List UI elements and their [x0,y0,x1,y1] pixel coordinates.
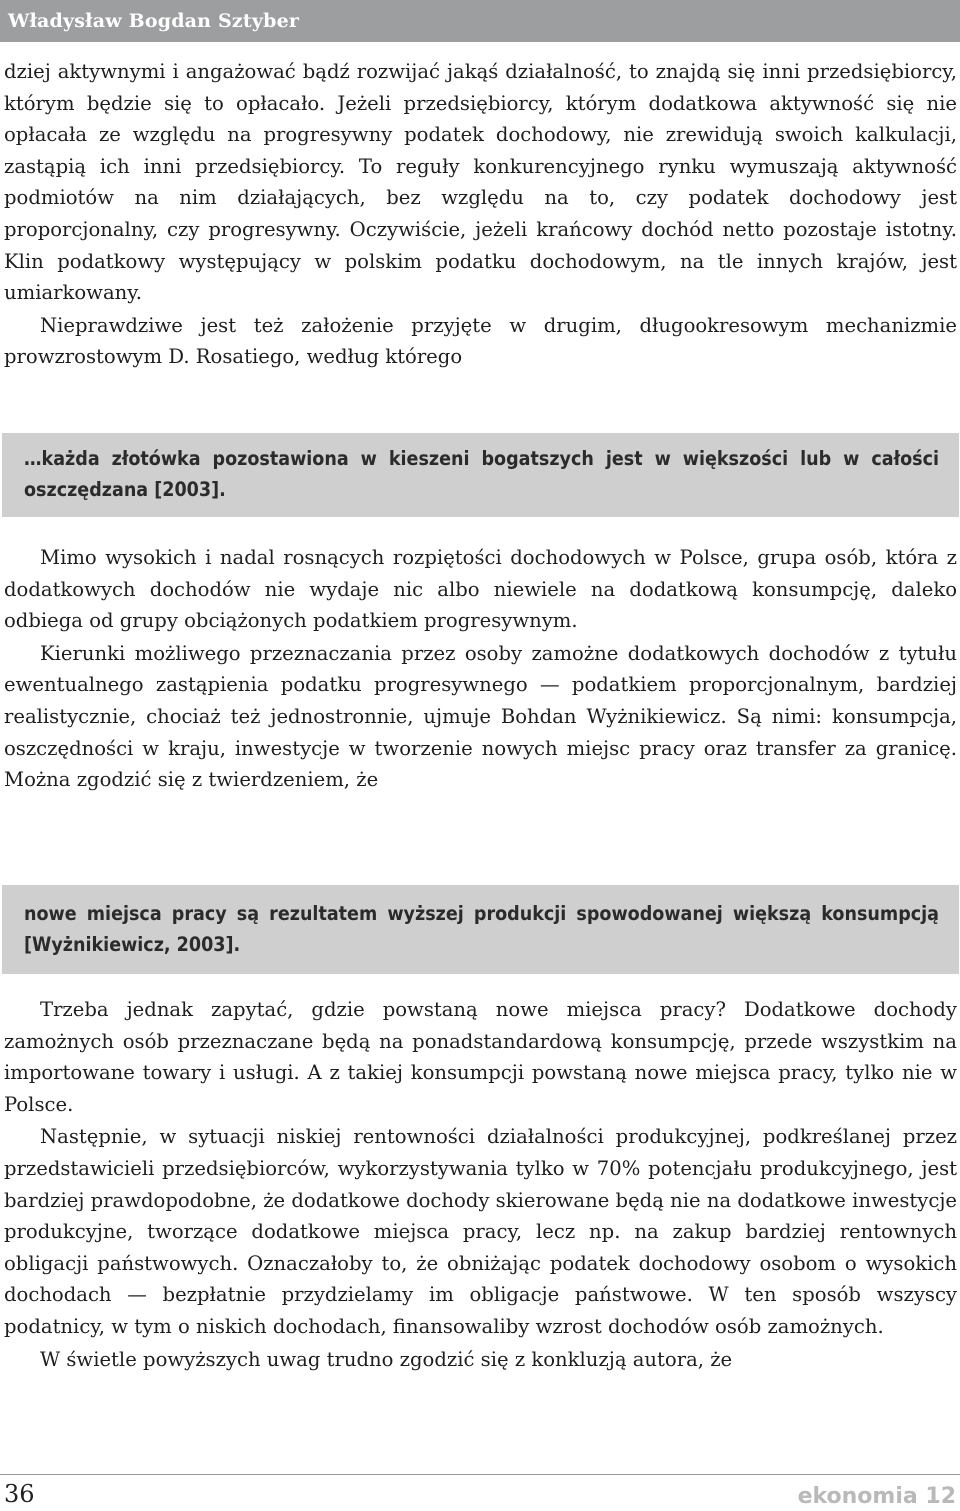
journal-name: ekonomia 12 [797,1484,956,1509]
paragraph: W świetle powyższych uwag trudno zgodzić się z konkluzją autora, że [40,1347,733,1371]
block-quote: …każda złotówka pozostawiona w kieszeni bogatszych jest w większości lub w całości oszczędzana [2003]. [2,433,959,517]
block-quote: nowe miejsca pracy są rezultatem wyższej produkcji spowodowanej większą konsumpcją [Wyżnikiewicz, 2003]. [2,885,959,974]
paragraph: Nieprawdziwe jest też założenie przyjęte w drugim, długookresowym mechanizmie prowzrostowym D. Rosatiego, według którego [4,313,957,369]
paragraph: Następnie, w sytuacji niskiej rentowności działalności produkcyjnej, podkreślanej przez przedstawicieli przedsiębiorców, wykorzystywania tylko w 70% potencjału produkcyjnego, jest bardziej prawdopodobne, że dodatkowe dochody skierowane będą nie na dodatkowe inwestycje produkcyjne, tworzące dodatkowe miejsca pracy, lecz np. na zakup bardziej rentownych obligacji państwowych. Oznaczałoby to, że obniżając podatek dochodowy osobom o wysokich dochodach — bezpłatnie przydzielamy im obligacje państwowe. W ten sposób wszyscy podatnicy, w tym o niskich dochodach, finansowaliby wzrost dochodów osób zamożnych. [4,1125,957,1338]
text-block-2 [4,542,957,796]
paragraph: dziej aktywnymi i angażować bądź rozwijać jakąś działalność, to znajdą się inni przedsiębiorcy, którym będzie się to opłacało. Jeżeli przedsiębiorcy, którym dodatkowa aktywność się nie opłacała ze względu na progresywny podatek dochodowy, nie zrewidują swoich kalkulacji, zastąpią ich inni przedsiębiorcy. To reguły konkurencyjnego rynku wymuszają aktywność podmiotów na nim działających, bez względu na to, czy podatek dochodowy jest proporcjonalny, czy progresywny. Oczywiście, jeżeli krańcowy dochód netto pozostaje istotny. Klin podatkowy występujący w polskim podatku dochodowym, na tle innych krajów, jest umiarkowany. [4,60,957,305]
footer-divider [0,1474,960,1475]
paragraph: Mimo wysokich i nadal rosnących rozpiętości dochodowych w Polsce, grupa osób, która z dodatkowych dochodów nie wydaje nic albo niewiele na dodatkową konsumpcję, daleko odbiega od grupy obciążonych podatkiem progresywnym. [4,546,957,633]
text-block-3 [4,994,957,1375]
page-number: 36 [4,1480,35,1508]
paragraph: Kierunki możliwego przeznaczania przez osoby zamożne dodatkowych dochodów z tytułu ewentualnego zastąpienia podatku progresywnego — podatkiem proporcjonalnym, bardziej realistycznie, chociaż też jednostronnie, ujmuje Bohdan Wyżnikiewicz. Są nimi: konsumpcja, oszczędności w kraju, inwestycje w tworzenie nowych miejsc pracy oraz transfer za granicę. Można zgodzić się z twierdzeniem, że [4,641,957,792]
paragraph: Trzeba jednak zapytać, gdzie powstaną nowe miejsca pracy? Dodatkowe dochody zamożnych osób przeznaczane będą na ponadstandardową konsumpcję, przede wszystkim na importowane towary i usługi. A z takiej konsumpcji powstaną nowe miejsca pracy, tylko nie w Polsce. [4,998,957,1116]
running-header: Władysław Bogdan Sztyber [0,0,960,42]
text-block-1 [4,56,957,373]
